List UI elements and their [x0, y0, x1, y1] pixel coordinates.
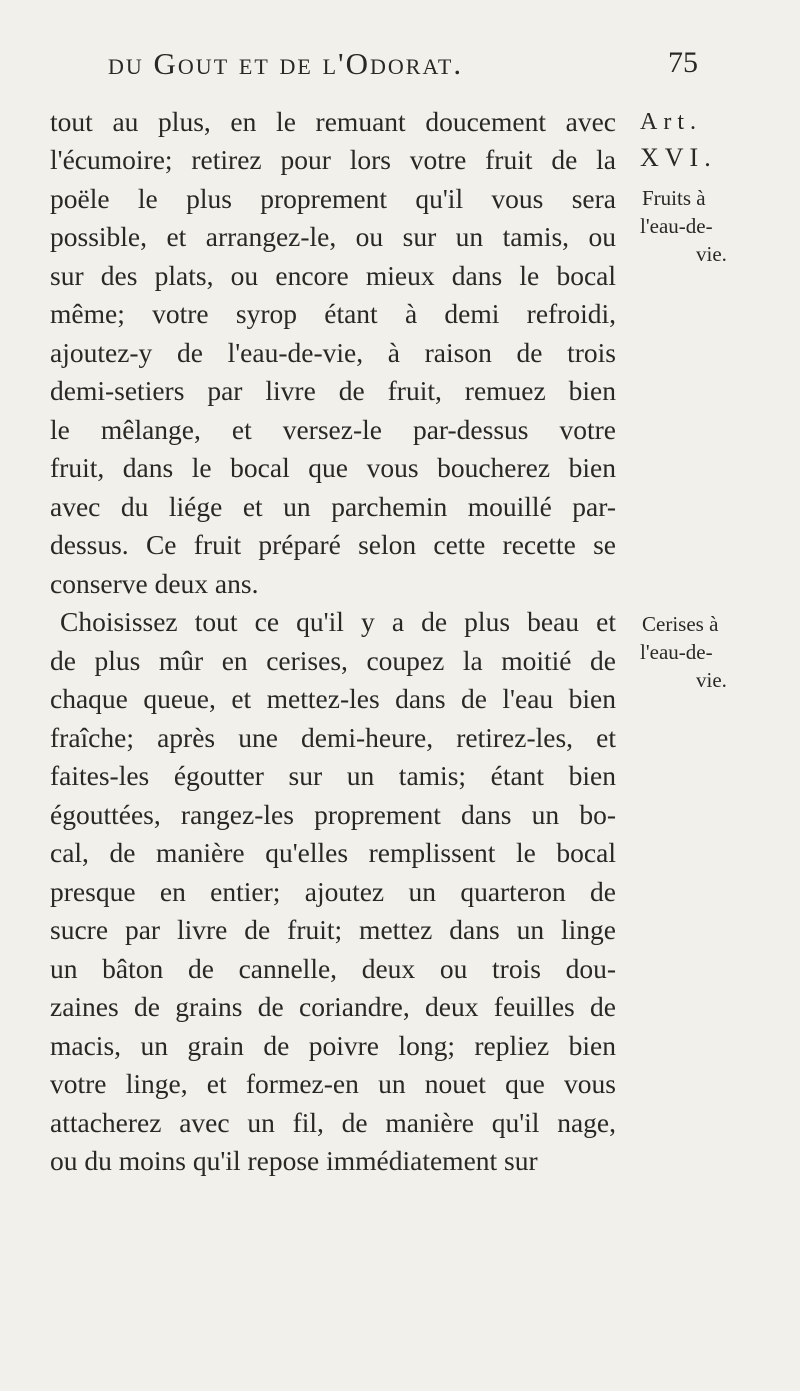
article-number: XVI.: [640, 143, 717, 172]
text-line: possible, et arrangez-le, ou sur un tamis, ou: [50, 221, 616, 252]
running-head-title: du Gout et de l'Odorat.: [108, 46, 464, 81]
text-line: attacherez avec un fil, de manière qu'il nage,: [50, 1107, 616, 1138]
text-line: fraîche; après une demi-heure, retirez-les, et: [50, 722, 616, 753]
text-line: avec du liége et un parchemin mouillé par-: [50, 491, 616, 522]
text-line: zaines de grains de coriandre, deux feuilles de: [50, 991, 616, 1022]
page-number: 75: [668, 46, 698, 79]
text-line: votre linge, et formez-en un nouet que vous: [50, 1068, 616, 1099]
text-line: macis, un grain de poivre long; repliez bien: [50, 1030, 616, 1061]
text-line: tout au plus, en le remuant doucement avec: [50, 106, 616, 137]
text-line: même; votre syrop étant à demi refroidi,: [50, 298, 616, 329]
text-line: sur des plats, ou encore mieux dans le bocal: [50, 260, 616, 291]
text-line: chaque queue, et mettez-les dans de l'eau bien: [50, 683, 616, 714]
margin-note-fruits-line3: vie.: [696, 242, 727, 266]
text-line: faites-les égoutter sur un tamis; étant bien: [50, 760, 616, 791]
text-line: ajoutez-y de l'eau-de-vie, à raison de trois: [50, 337, 616, 368]
text-line: sucre par livre de fruit; mettez dans un linge: [50, 914, 616, 945]
text-line: dessus. Ce fruit préparé selon cette recette se: [50, 529, 616, 560]
margin-note-fruits-line1: Fruits à: [642, 186, 706, 210]
margin-notes: [640, 0, 800, 1391]
text-line: Choisissez tout ce qu'il y a de plus beau et: [60, 606, 616, 637]
text-line: demi-setiers par livre de fruit, remuez bien: [50, 375, 616, 406]
article-label: Art.: [640, 109, 702, 135]
text-line: égouttées, rangez-les proprement dans un bo-: [50, 799, 616, 830]
margin-note-fruits-line2: l'eau-de-: [640, 214, 713, 238]
text-line: poële le plus proprement qu'il vous sera: [50, 183, 616, 214]
text-line: conserve deux ans.: [50, 568, 259, 599]
text-line: presque en entier; ajoutez un quarteron de: [50, 876, 616, 907]
text-line: le mêlange, et versez-le par-dessus votre: [50, 414, 616, 445]
margin-note-cerises-line3: vie.: [696, 668, 727, 692]
text-line: cal, de manière qu'elles remplissent le bocal: [50, 837, 616, 868]
margin-note-cerises-line1: Cerises à: [642, 612, 719, 636]
margin-note-cerises-line2: l'eau-de-: [640, 640, 713, 664]
text-line: un bâton de cannelle, deux ou trois dou-: [50, 953, 616, 984]
text-line: l'écumoire; retirez pour lors votre fruit de la: [50, 144, 616, 175]
text-line: de plus mûr en cerises, coupez la moitié de: [50, 645, 616, 676]
text-line: fruit, dans le bocal que vous boucherez bien: [50, 452, 616, 483]
text-line: ou du moins qu'il repose immédiatement sur: [50, 1145, 538, 1176]
